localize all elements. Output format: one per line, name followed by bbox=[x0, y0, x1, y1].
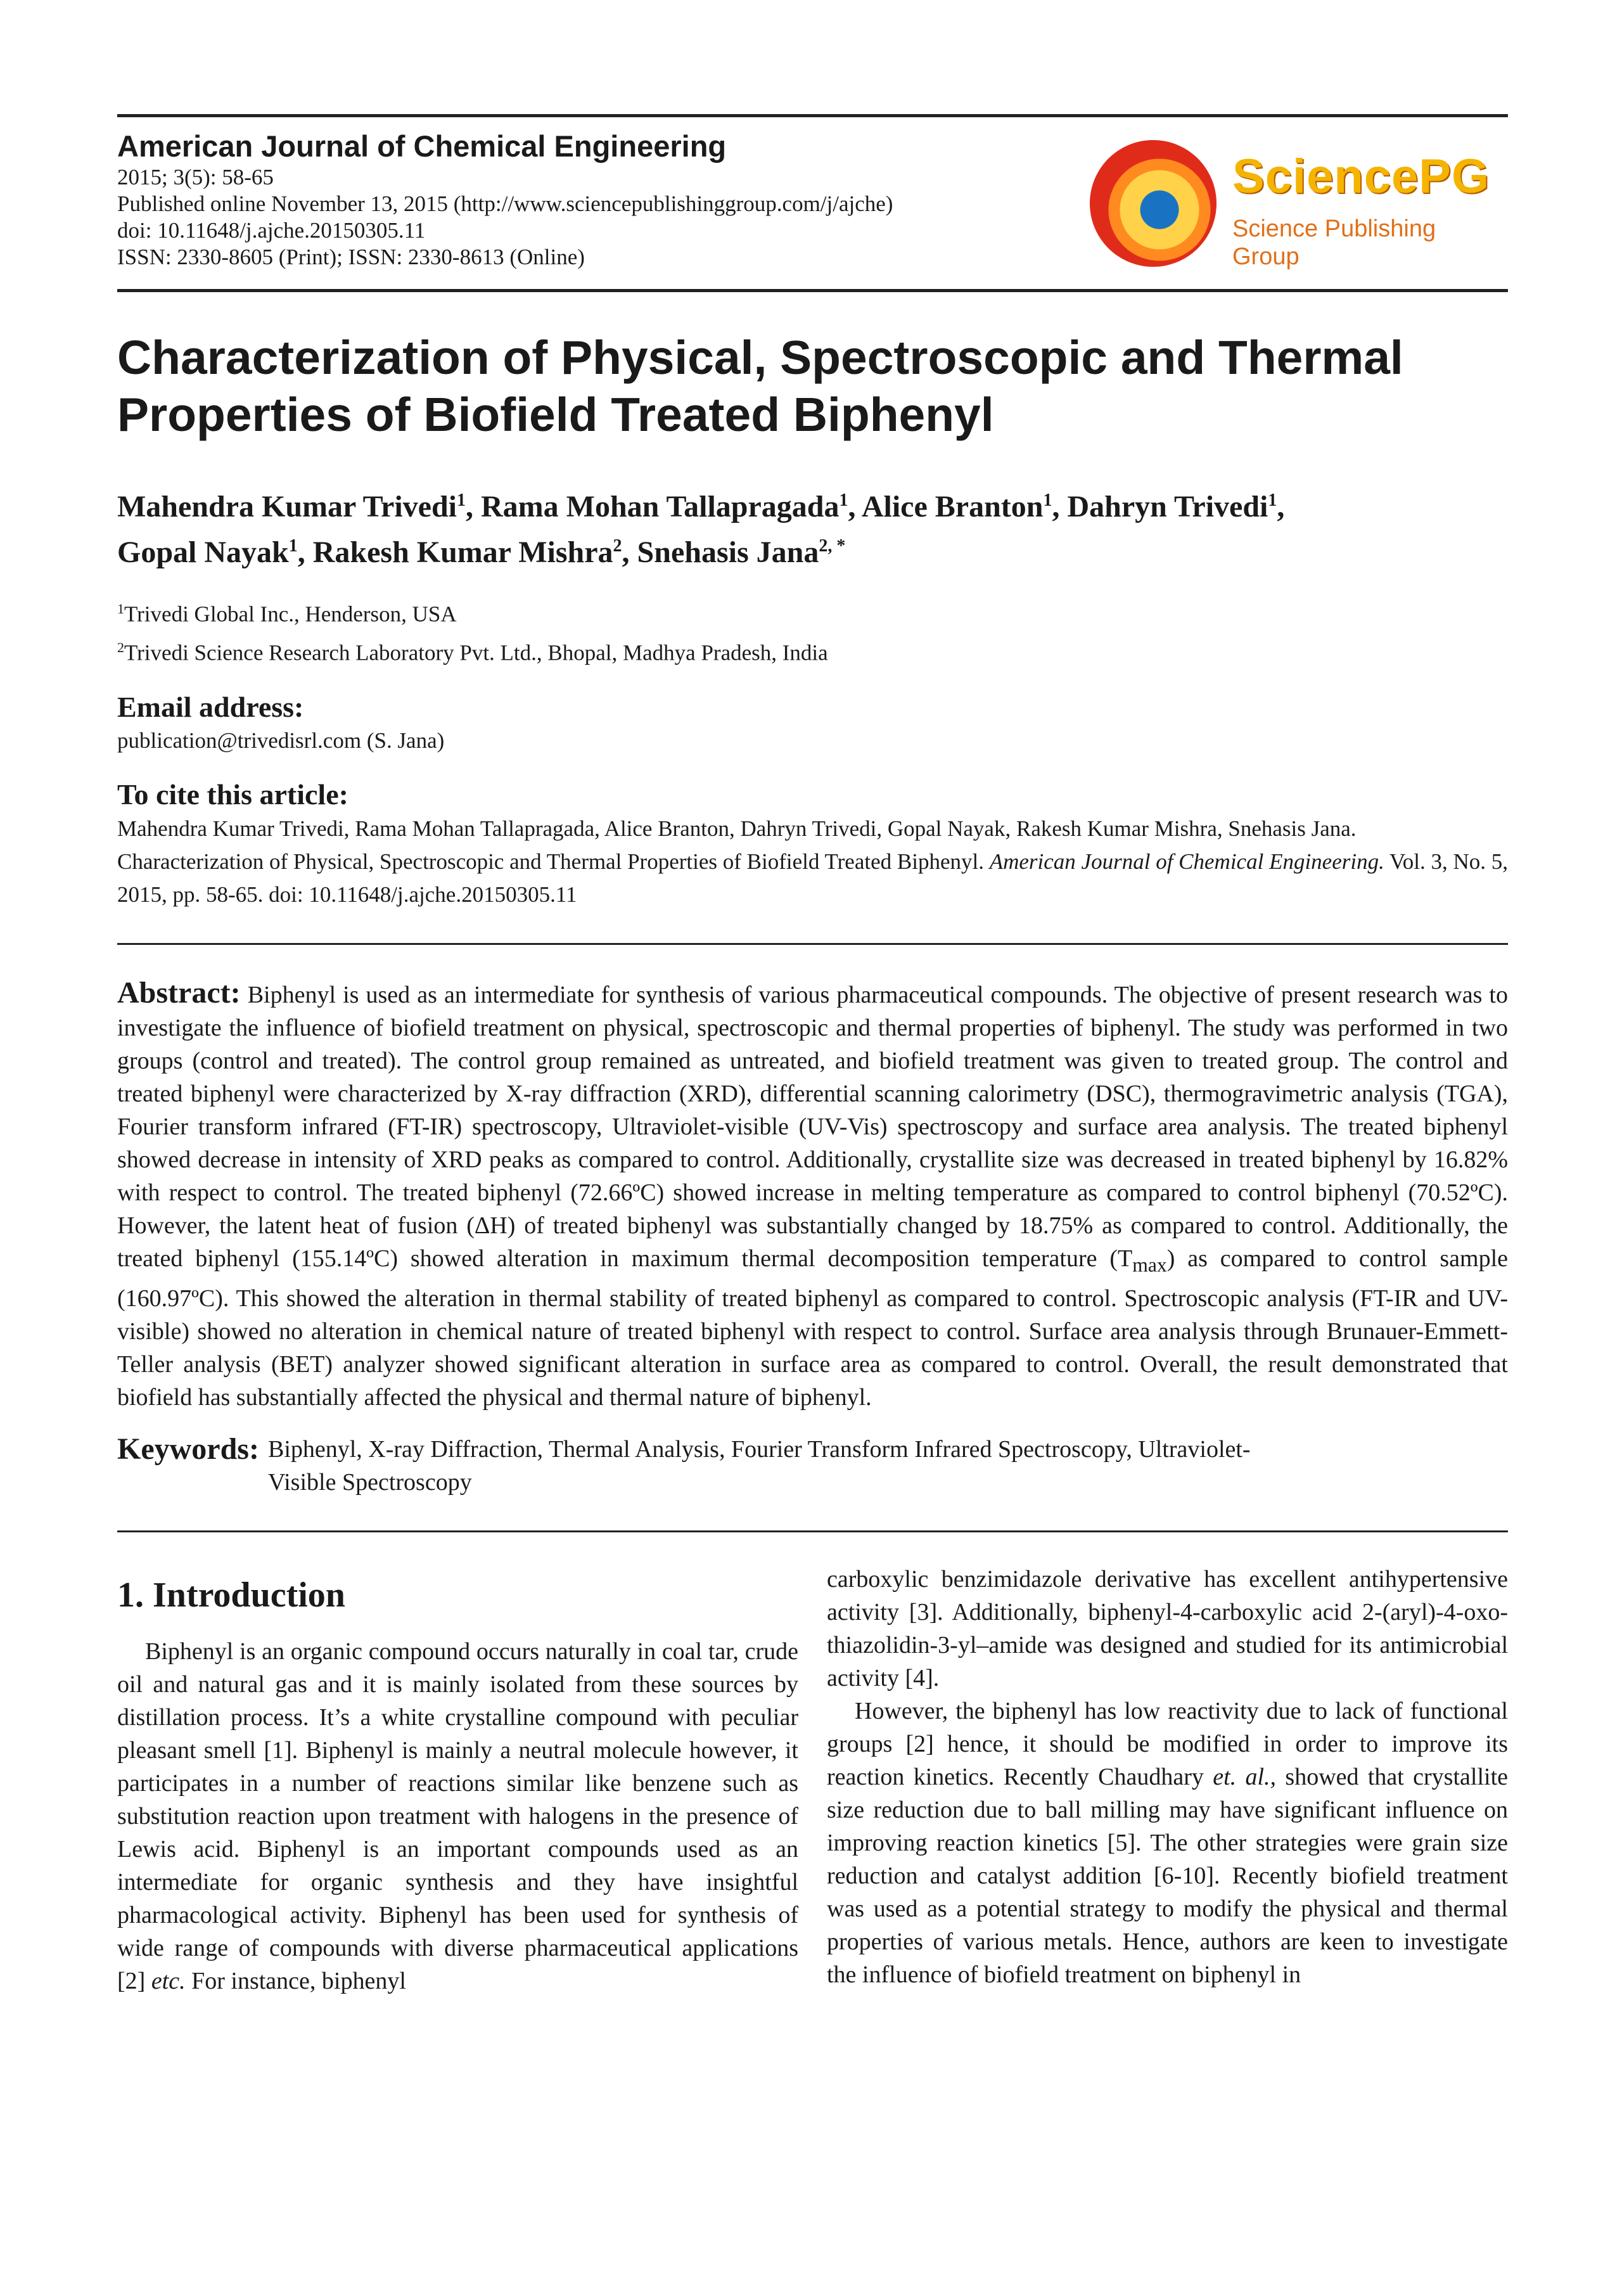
paragraph bbox=[827, 1695, 1508, 1991]
left-column bbox=[117, 1563, 798, 1998]
title-line-1: Characterization of Physical, Spectroscopic and Thermal bbox=[117, 331, 1403, 384]
text-run: Biphenyl is an organic compound occurs naturally in coal tar, crude oil and natural gas and it is mainly isolated from these sources by distillation process. It’s a white crystalline compound with peculiar pleasant smell [1]. Biphenyl is mainly a neutral molecule however, it participates in a number of reactions similar like benzene such as substitution reaction upon treatment with halogens in the presence of Lewis acid. Biphenyl is an important compounds used as an intermediate for organic synthesis and they have insightful pharmacological activity. Biphenyl has been used for synthesis of wide range of compounds with diverse pharmaceutical applications [2] bbox=[117, 1638, 798, 1994]
page bbox=[117, 114, 1508, 1998]
author: Alice Branton bbox=[861, 490, 1044, 523]
author-affil-mark: 1 bbox=[1268, 491, 1277, 510]
header-rule bbox=[117, 289, 1508, 292]
text-run: etc. bbox=[151, 1967, 186, 1994]
author-affil-mark: 2, * bbox=[819, 536, 846, 556]
citation-details: Vol. 3, No. 5, 2015, pp. 58-65. doi: 10.11648/j.ajche.20150305.11 bbox=[117, 849, 1509, 907]
top-rule bbox=[117, 114, 1508, 117]
keywords bbox=[117, 1433, 1508, 1499]
abstract bbox=[117, 977, 1508, 1414]
paragraph: carboxylic benzimidazole derivative has excellent antihypertensive activity [3]. Additionally, biphenyl-4-carboxylic acid 2-(aryl)-4-oxo-thiazolidin-3-yl–amide was designed and studied for its antimicrobial activity [4]. bbox=[827, 1565, 1508, 1691]
affiliation-text: Trivedi Science Research Laboratory Pvt. Ltd., Bhopal, Madhya Pradesh, India bbox=[124, 640, 828, 665]
journal-header bbox=[117, 129, 1508, 289]
author-affil-mark: 2 bbox=[613, 536, 622, 556]
paragraph bbox=[117, 1635, 798, 1998]
body-top-rule bbox=[117, 1530, 1508, 1532]
journal-volume: 2015; 3(5): 58-65 bbox=[117, 165, 274, 189]
citation bbox=[117, 812, 1508, 911]
affiliation-number: 2 bbox=[117, 639, 124, 655]
text-run: However, the biphenyl has low reactivity due to lack of functional groups [2] hence, it should be modified in order to improve its reaction kinetics. Recently Chaudhary bbox=[827, 1697, 1508, 1790]
affiliations bbox=[117, 593, 1508, 669]
author: Mahendra Kumar Trivedi bbox=[117, 490, 457, 523]
author: Rama Mohan Tallapragada bbox=[481, 490, 840, 523]
author-affil-mark: 1 bbox=[839, 491, 848, 510]
logo-icon bbox=[1090, 140, 1216, 267]
section-heading: 1. Introduction bbox=[117, 1575, 345, 1615]
affiliation-text: Trivedi Global Inc., Henderson, USA bbox=[124, 601, 457, 627]
abstract-top-rule bbox=[117, 943, 1508, 945]
affiliation-number: 1 bbox=[117, 601, 124, 617]
author: Rakesh Kumar Mishra bbox=[312, 536, 613, 569]
issn-line: ISSN: 2330-8605 (Print); ISSN: 2330-8613 (Online) bbox=[117, 245, 585, 269]
text-run: For instance, biphenyl bbox=[185, 1967, 406, 1994]
abstract-subscript: max bbox=[1132, 1254, 1167, 1276]
right-column bbox=[827, 1563, 1508, 1998]
doi-line: doi: 10.11648/j.ajche.20150305.11 bbox=[117, 218, 426, 243]
abstract-text: ) as compared to control sample (160.97ºC). This showed the alteration in thermal stability of treated biphenyl as compared to control. Spectroscopic analysis (FT-IR and UV-visible) showed no alteration in chemical nature of treated biphenyl with respect to control. Surface area analysis through Brunauer-Emmett-Teller analysis (BET) analyzer showed significant alteration in surface area as compared to control. Overall, the result demonstrated that biofield has substantially affected the physical and thermal nature of biphenyl. bbox=[117, 1245, 1508, 1411]
author-affil-mark: 1 bbox=[457, 491, 466, 510]
author-affil-mark: 1 bbox=[288, 536, 298, 556]
author: Snehasis Jana bbox=[637, 536, 819, 569]
abstract-label: Abstract: bbox=[117, 976, 241, 1010]
email-heading: Email address: bbox=[117, 691, 304, 724]
author-list: Mahendra Kumar Trivedi$^1$, Rama Mohan Tallapragada$^1$, Alice Branton$^1$, Dahryn Trivedi$^1$, Gopal Nayak$^1$, Rakesh Kumar Mishra$^2$, Snehasis Jana$^{2, *}$ bbox=[117, 490, 1285, 569]
published-line: Published online November 13, 2015 (http://www.sciencepublishinggroup.com/j/ajche) bbox=[117, 191, 893, 216]
author-affil-mark: 1 bbox=[1043, 491, 1052, 510]
affiliation-1 bbox=[117, 593, 1508, 631]
email-address[interactable]: publication@trivedisrl.com (S. Jana) bbox=[117, 728, 445, 754]
author: Dahryn Trivedi bbox=[1067, 490, 1268, 523]
citation-journal: American Journal of Chemical Engineering. bbox=[989, 849, 1384, 875]
abstract-text: Biphenyl is used as an intermediate for synthesis of various pharmaceutical compounds. The objective of present research was to investigate the influence of biofield treatment on physical, spectroscopic and thermal properties of biphenyl. The study was performed in two groups (control and treated). The control group remained as untreated, and biofield treatment was given to treated group. The control and treated biphenyl were characterized by X-ray diffraction (XRD), differential scanning calorimetry (DSC), thermogravimetric analysis (TGA), Fourier transform infrared (FT-IR) spectroscopy, Ultraviolet-visible (UV-Vis) spectroscopy and surface area analysis. The treated biphenyl showed decrease in intensity of XRD peaks as compared to control. Additionally, crystallite size was decreased in treated biphenyl by 16.82% with respect to control. The treated biphenyl (72.66ºC) showed increase in melting temperature as compared to control biphenyl (70.52ºC). However, the latent heat of fusion (ΔH) of treated biphenyl was substantially changed by 18.75% as compared to control. Additionally, the treated biphenyl (155.14ºC) showed alteration in maximum thermal decomposition temperature (T bbox=[117, 982, 1508, 1273]
body-columns bbox=[117, 1563, 1508, 1998]
affiliation-2 bbox=[117, 631, 1508, 670]
citation-title: Characterization of Physical, Spectroscopic and Thermal Properties of Biofield Treated Biphenyl. bbox=[117, 849, 984, 875]
citation-authors: Mahendra Kumar Trivedi, Rama Mohan Tallapragada, Alice Branton, Dahryn Trivedi, Gopal Nayak, Rakesh Kumar Mishra, Snehasis Jana. bbox=[117, 816, 1357, 842]
keywords-value: Biphenyl, X-ray Diffraction, Thermal Analysis, Fourier Transform Infrared Spectroscopy, Ultraviolet-Visible Spectroscopy bbox=[267, 1435, 1251, 1496]
publisher-logo bbox=[1090, 140, 1490, 270]
keywords-label: Keywords: bbox=[117, 1432, 259, 1466]
text-run: showed that crystallite size reduction due to ball milling may have significant influence on improving reaction kinetics [5]. The other strategies were grain size reduction and catalyst addition [6-10]. Recently biofield treatment was used as a potential strategy to modify the physical and thermal properties of various metals. Hence, authors are keen to investigate the influence of biofield treatment on biphenyl in bbox=[827, 1763, 1508, 1988]
journal-name: American Journal of Chemical Engineering bbox=[117, 129, 727, 163]
logo-title: SciencePG bbox=[1232, 150, 1490, 203]
logo-subtitle: Science Publishing Group bbox=[1232, 215, 1436, 270]
text-run: et. al., bbox=[1213, 1763, 1277, 1790]
paper-title bbox=[117, 329, 1508, 443]
cite-heading: To cite this article: bbox=[117, 778, 348, 811]
title-line-2: Properties of Biofield Treated Biphenyl bbox=[117, 388, 994, 441]
author: Gopal Nayak bbox=[117, 536, 289, 569]
